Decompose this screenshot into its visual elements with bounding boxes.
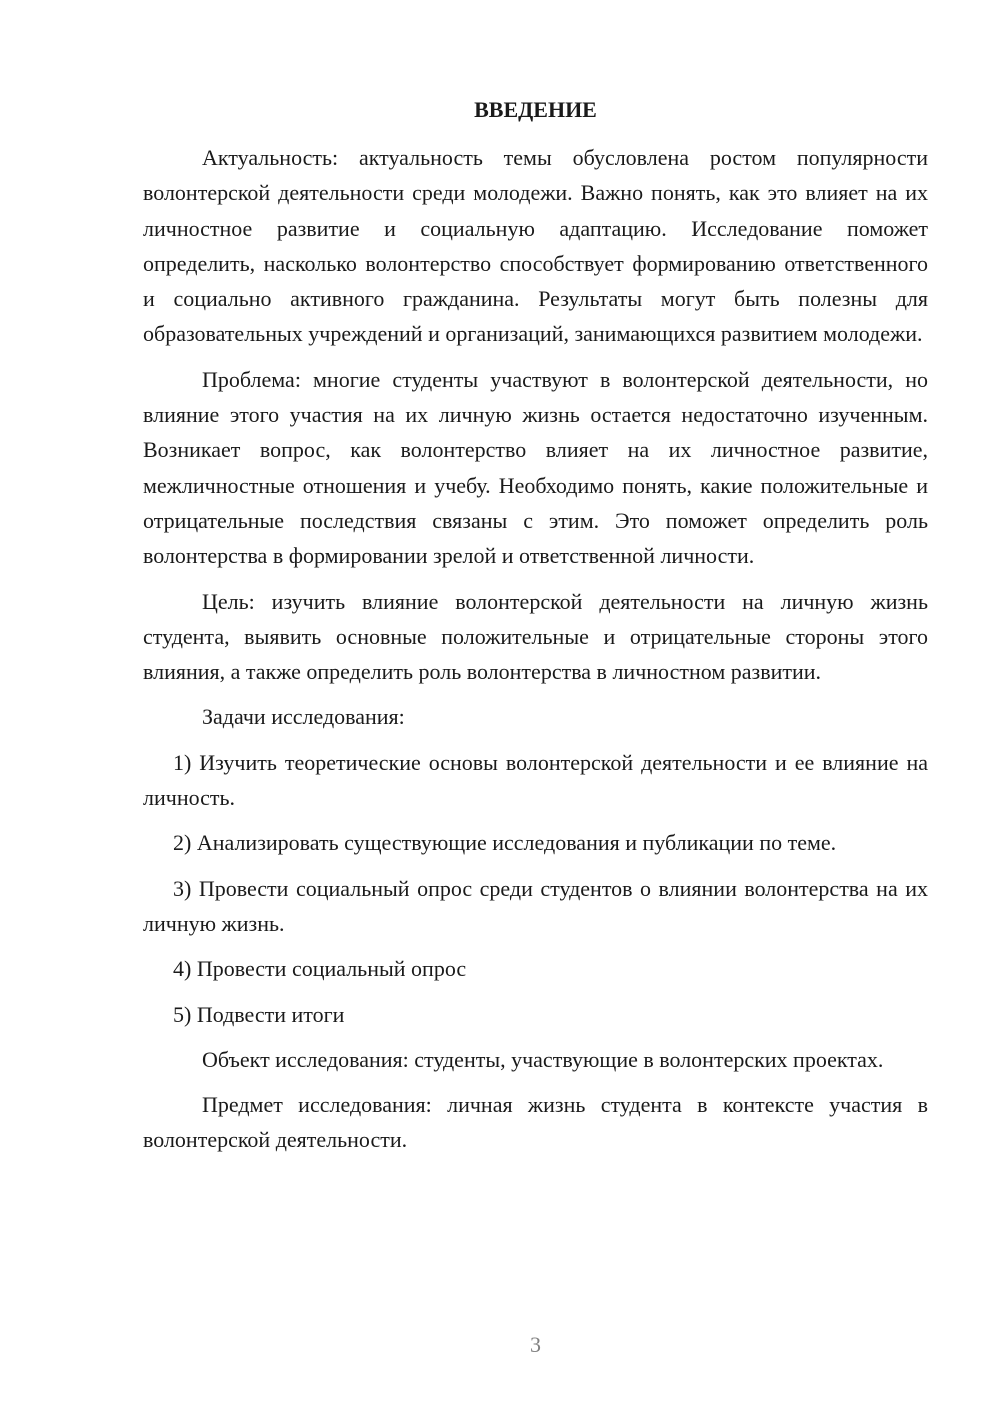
- task-item: 1) Изучить теоретические основы волонтерской деятельности и ее влияние на личность.: [143, 749, 928, 811]
- task-item: 2) Анализировать существующие исследования и публикации по теме.: [173, 830, 837, 856]
- page-content: [143, 90, 928, 1168]
- research-object-paragraph: Объект исследования: студенты, участвующие в волонтерских проектах.: [202, 1046, 884, 1072]
- task-item: 4) Провести социальный опрос: [173, 956, 467, 982]
- task-item: 3) Провести социальный опрос среди студентов о влиянии волонтерства на их личную жизнь.: [143, 875, 928, 936]
- page-number: 3: [530, 1332, 541, 1357]
- problem-paragraph: Проблема: многие студенты участвуют в волонтерской деятельности, но влияние этого участия на их личную жизнь остается недостаточно изученным. Возникает вопрос, как волонтерство влияет на их личностное развитие, межличностные отношения и учебу. Необходимо понять, какие положительные и отрицательные последствия связаны с этим. Это поможет определить роль волонтерства в формировании зрелой и ответственной личности.: [143, 366, 928, 569]
- tasks-heading: Задачи исследования:: [202, 704, 405, 730]
- research-subject-paragraph: Предмет исследования: личная жизнь студента в контексте участия в волонтерской деятельности.: [143, 1092, 928, 1153]
- task-item: 5) Подвести итоги: [173, 1001, 345, 1027]
- goal-paragraph: Цель: изучить влияние волонтерской деятельности на личную жизнь студента, выявить основные положительные и отрицательные стороны этого влияния, а также определить роль волонтерства в личностном развитии.: [143, 588, 928, 685]
- section-title: ВВЕДЕНИЕ: [474, 97, 597, 122]
- relevance-paragraph: Актуальность: актуальность темы обусловлена ростом популярности волонтерской деятельности среди молодежи. Важно понять, как это влияет на их личностное развитие и социальную адаптацию. Исследование поможет определить, насколько волонтерство способствует формированию ответственного и социально активного гражданина. Результаты могут быть полезны для образовательных учреждений и организаций, занимающихся развитием молодежи.: [143, 145, 928, 347]
